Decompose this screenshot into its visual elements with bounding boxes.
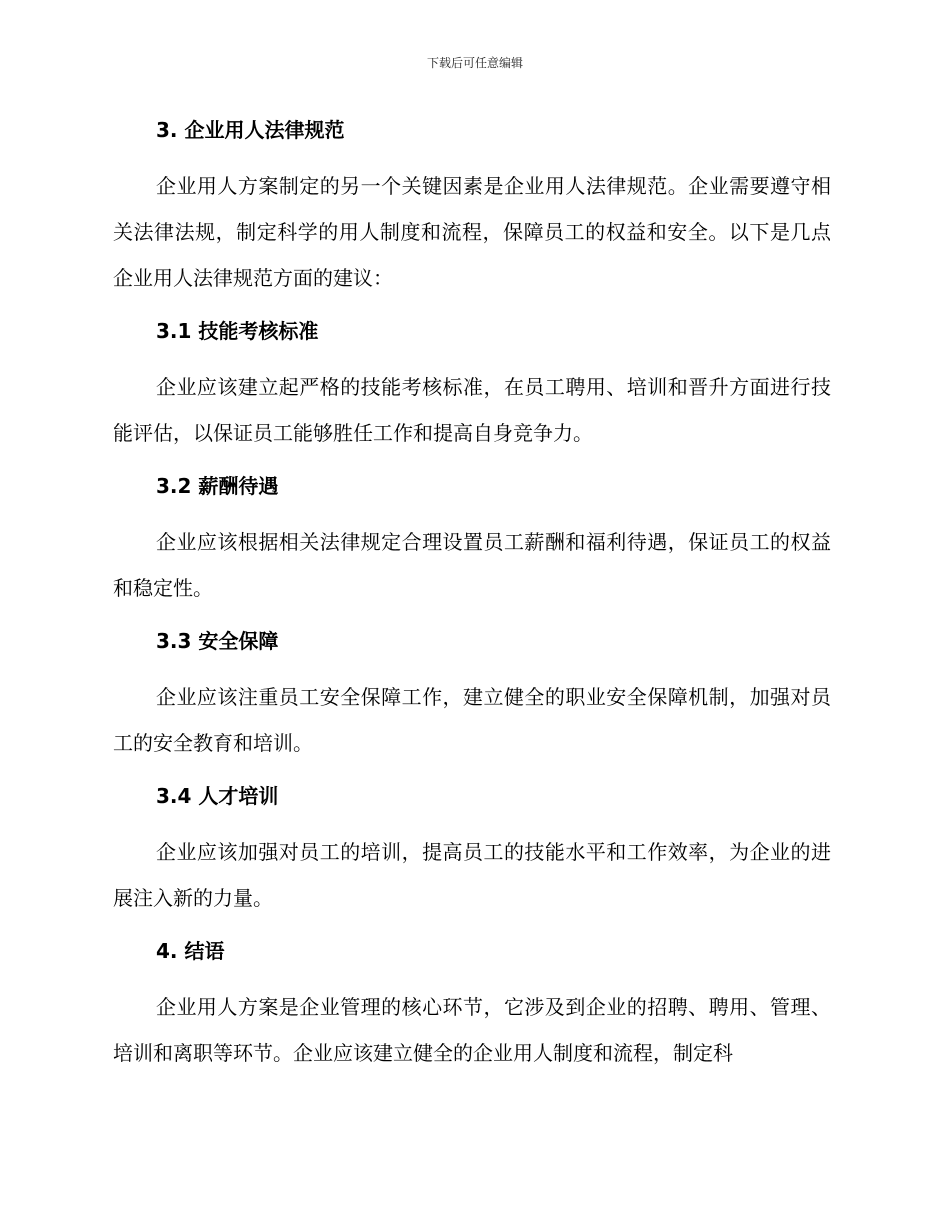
section-heading-3-3: 3.3 安全保障 xyxy=(156,629,279,653)
section-paragraph-3-3: 企业应该注重员工安全保障工作，建立健全的职业安全保障机制，加强对员工的安全教育和培训。 xyxy=(113,685,831,755)
page-header: 下载后可任意编辑 xyxy=(426,56,523,70)
section-paragraph-4: 企业用人方案是企业管理的核心环节，它涉及到企业的招聘、聘用、管理、培训和离职等环节。企业应该建立健全的企业用人制度和流程，制定科 xyxy=(113,995,831,1065)
section-paragraph-3-2: 企业应该根据相关法律规定合理设置员工薪酬和福利待遇，保证员工的权益和稳定性。 xyxy=(113,530,831,600)
section-heading-3-2: 3.2 薪酬待遇 xyxy=(156,474,279,498)
section-paragraph-3-1: 企业应该建立起严格的技能考核标准，在员工聘用、培训和晋升方面进行技能评估，以保证员工能够胜任工作和提高自身竞争力。 xyxy=(113,375,831,445)
section-heading-3: 3. 企业用人法律规范 xyxy=(156,118,345,142)
section-heading-3-4: 3.4 人才培训 xyxy=(156,784,279,808)
section-heading-3-1: 3.1 技能考核标准 xyxy=(156,319,319,343)
section-heading-4: 4. 结语 xyxy=(156,939,225,963)
section-paragraph-3-4: 企业应该加强对员工的培训，提高员工的技能水平和工作效率，为企业的进展注入新的力量。 xyxy=(113,840,831,910)
section-paragraph-3: 企业用人方案制定的另一个关键因素是企业用人法律规范。企业需要遵守相关法律法规，制定科学的用人制度和流程，保障员工的权益和安全。以下是几点企业用人法律规范方面的建议： xyxy=(113,174,831,290)
document-body xyxy=(113,112,831,1088)
